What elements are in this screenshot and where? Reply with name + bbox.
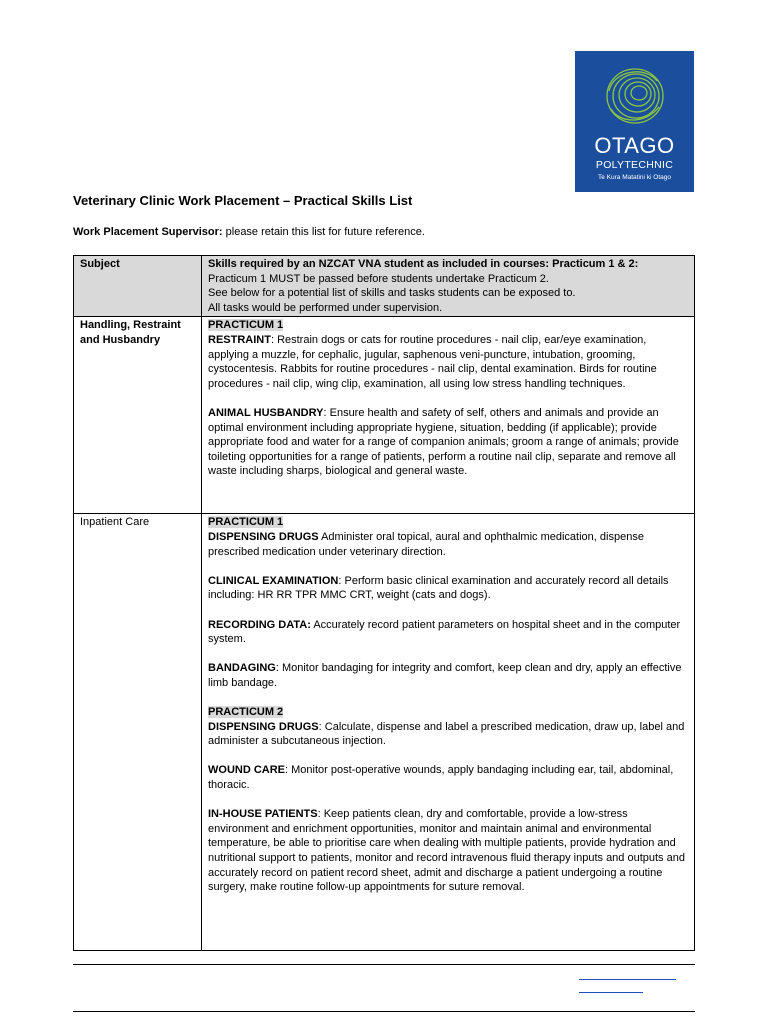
logo-subtitle: POLYTECHNIC bbox=[595, 159, 674, 171]
document-title: Veterinary Clinic Work Placement – Practical Skills List bbox=[73, 193, 413, 208]
footer-rule-top bbox=[73, 964, 695, 965]
footer-rule-bottom bbox=[73, 1011, 695, 1012]
bandaging-text: : Monitor bandaging for integrity and comfort, keep clean and dry, apply an effective limb bandage. bbox=[208, 662, 682, 689]
header-skills-cell bbox=[202, 256, 695, 317]
skills-inpatient bbox=[202, 514, 695, 951]
footer-link-underline-2[interactable] bbox=[579, 992, 643, 993]
header-line-2: Practicum 1 MUST be passed before students undertake Practicum 2. bbox=[208, 272, 549, 285]
practicum-2-label: PRACTICUM 2 bbox=[208, 706, 284, 719]
clinical-label: CLINICAL EXAMINATION bbox=[208, 574, 339, 587]
table-row-handling bbox=[74, 317, 695, 514]
bandaging-label: BANDAGING bbox=[208, 662, 276, 675]
header-subject-cell: Subject bbox=[74, 256, 202, 317]
footer-link-underline[interactable] bbox=[579, 979, 676, 980]
dispensing-2-skill bbox=[208, 720, 688, 749]
dispensing-2-label: DISPENSING DRUGS bbox=[208, 720, 319, 733]
supervisor-label: Work Placement Supervisor: bbox=[73, 226, 223, 238]
practicum-1-label: PRACTICUM 1 bbox=[208, 516, 284, 529]
dispensing-1-skill bbox=[208, 530, 688, 559]
table-row-inpatient bbox=[74, 514, 695, 951]
clinical-skill bbox=[208, 574, 688, 603]
logo-tagline: Te Kura Matatini ki Otago bbox=[598, 174, 671, 181]
wound-text: : Monitor post-operative wounds, apply bandaging including ear, tail, abdominal, thoracic. bbox=[208, 764, 674, 792]
husbandry-label: ANIMAL HUSBANDRY bbox=[208, 406, 324, 419]
husbandry-text: : Ensure health and safety of self, others and animals and provide an optimal environment including appropriate hygiene, situation, bedding (if applicable); provide appropriate food and water for a range of companion animals; groom a range of animals; provide toileting opportunities for a range of patients, perform a routine nail clip, separate and remove all waste including sharps, biological and general waste. bbox=[208, 406, 679, 478]
inhouse-label: IN-HOUSE PATIENTS bbox=[208, 808, 318, 821]
table-header-row bbox=[74, 256, 695, 317]
supervisor-note bbox=[73, 226, 425, 238]
recording-skill bbox=[208, 618, 688, 647]
inhouse-skill bbox=[208, 807, 688, 895]
wound-skill bbox=[208, 763, 688, 792]
restraint-text: : Restrain dogs or cats for routine procedures - nail clip, ear/eye examination, applying a muzzle, for cephalic, jugular, saphenous veni-puncture, intubation, grooming, cystocentesis. Rabbits for routine procedures - nail clip, dental examination. Birds for routine procedures - nail clip, wing clip, examination, all using low stress handling techniques. bbox=[208, 333, 657, 390]
supervisor-text: please retain this list for future reference. bbox=[222, 226, 425, 238]
bandaging-skill bbox=[208, 661, 688, 690]
dispensing-1-text: Administer oral topical, aural and ophthalmic medication, dispense prescribed medication under veterinary direction. bbox=[208, 530, 644, 558]
skills-handling bbox=[202, 317, 695, 514]
subject-handling: Handling, Restraint and Husbandry bbox=[74, 317, 202, 514]
header-line-1: Skills required by an NZCAT VNA student as included in courses: Practicum 1 & 2: bbox=[208, 258, 639, 270]
husbandry-skill bbox=[208, 406, 688, 479]
skills-table bbox=[73, 255, 695, 951]
restraint-label: RESTRAINT bbox=[208, 333, 271, 346]
recording-label: RECORDING DATA: bbox=[208, 618, 311, 631]
dispensing-2-text: : Calculate, dispense and label a prescribed medication, draw up, label and administer a subcutaneous injection. bbox=[208, 720, 685, 748]
recording-text: Accurately record patient parameters on hospital sheet and in the computer system. bbox=[208, 618, 681, 646]
header-line-4: All tasks would be performed under supervision. bbox=[208, 301, 443, 314]
logo-name: OTAGO bbox=[594, 133, 675, 158]
header-line-3: See below for a potential list of skills and tasks students can be exposed to. bbox=[208, 287, 576, 300]
dispensing-1-label: DISPENSING DRUGS bbox=[208, 530, 319, 543]
logo-swirl-icon bbox=[605, 61, 665, 131]
inhouse-text: : Keep patients clean, dry and comfortable, provide a low-stress environment and enrichment opportunities, monitor and maintain animal and environmental temperature, be able to prioritise care when dealing with multiple patients, provide hydration and nutritional support to patients, monitor and record intravenous fluid therapy inputs and outputs and accurately record on patient record sheet, admit and discharge a patient undergoing a routine surgery, make routine follow-up appointments for suture removal. bbox=[208, 808, 685, 894]
otago-polytechnic-logo bbox=[575, 51, 694, 192]
subject-inpatient: Inpatient Care bbox=[74, 514, 202, 951]
clinical-text: : Perform basic clinical examination and accurately record all details including: HR RR TPR MMC CRT, weight (cats and dogs). bbox=[208, 574, 669, 602]
practicum-1-label: PRACTICUM 1 bbox=[208, 319, 284, 332]
wound-label: WOUND CARE bbox=[208, 764, 285, 777]
restraint-skill bbox=[208, 333, 688, 391]
